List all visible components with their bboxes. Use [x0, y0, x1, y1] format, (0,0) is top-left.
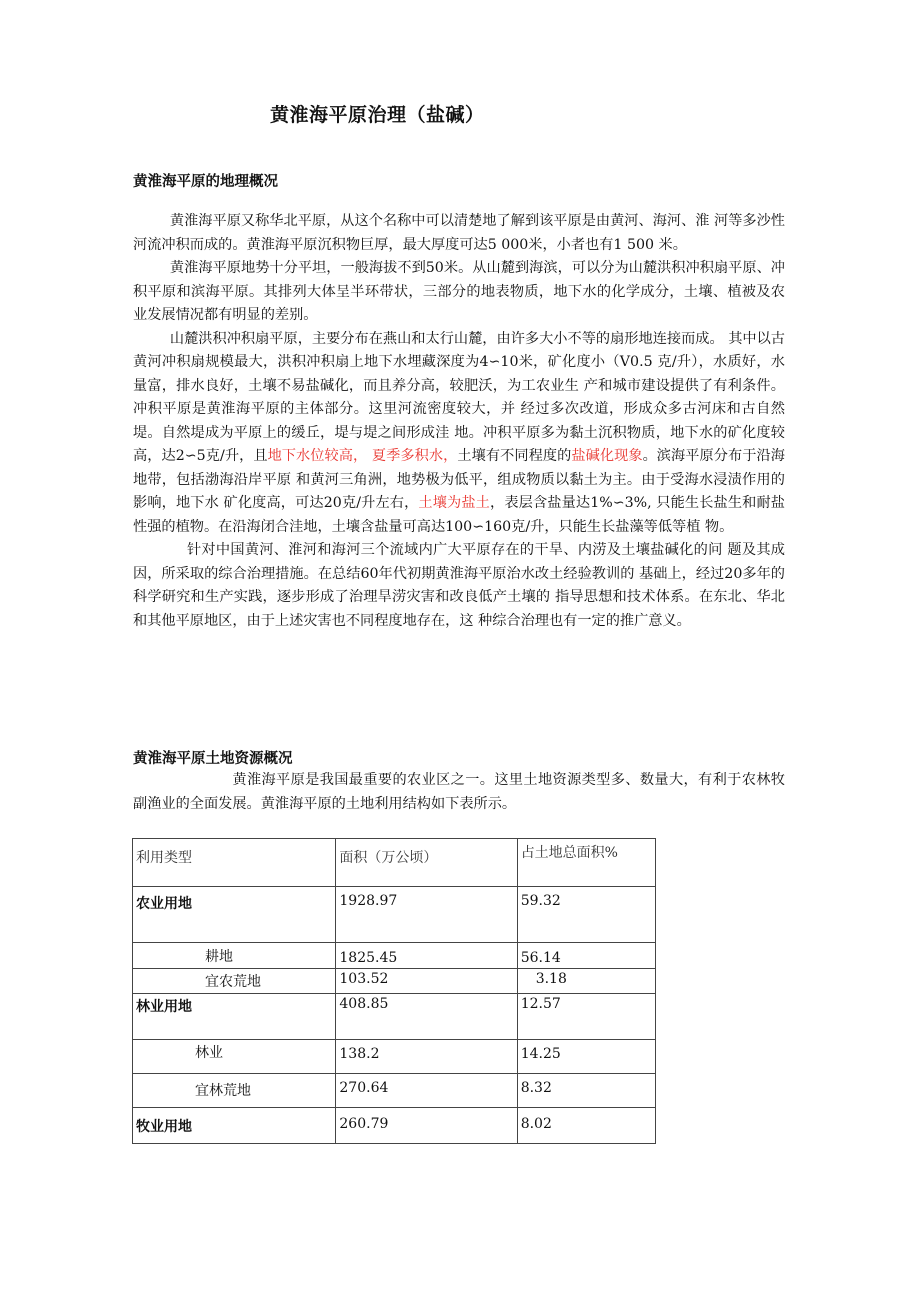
table-cell: 270.64: [336, 1074, 517, 1108]
land-use-table: [132, 838, 656, 1144]
table-cell: 59.32: [517, 887, 655, 943]
table-cell: 宜农荒地: [133, 969, 336, 994]
highlight-text: 地下水位较高， 夏季多积水，: [267, 448, 458, 464]
text-run: ，表层含盐量达1%∽3%, 只能生长盐生和耐盐 性强的植物。在沿海闭合洼地，土壤含盐量可高达100∽160克/升，只能生长盐藻等低等植 物。: [133, 495, 785, 535]
table-header-cell: 利用类型: [133, 839, 336, 887]
table-cell: 8.32: [517, 1074, 655, 1108]
table-cell: 3.18: [517, 969, 655, 994]
highlight-text: 土壤为盐土: [418, 495, 490, 511]
table-cell: 1825.45: [336, 943, 517, 969]
table-row: [133, 1108, 656, 1144]
table-cell: 260.79: [336, 1108, 517, 1144]
table-row: [133, 1074, 656, 1108]
table-cell: 宜林荒地: [133, 1074, 336, 1108]
table-cell: 138.2: [336, 1040, 517, 1074]
table-cell: 12.57: [517, 994, 655, 1040]
table-cell: 牧业用地: [133, 1108, 336, 1144]
table-cell: 103.52: [336, 969, 517, 994]
text-run: 土壤有不同程度的: [457, 448, 572, 464]
paragraph: 黄淮海平原又称华北平原，从这个名称中可以清楚地了解到该平原是由黄河、海河、淮 河等多沙性河流冲积而成的。黄淮海平原沉积物巨厚，最大厚度可达5 000米，小者也有1 500 米。: [133, 213, 785, 253]
table-header-cell: 面积（万公顷）: [336, 839, 517, 887]
table-header-row: [133, 839, 656, 887]
table-row: [133, 969, 656, 994]
table-cell: 耕地: [133, 943, 336, 969]
table-cell: 8.02: [517, 1108, 655, 1144]
text-run: 。滨海平原分布于沿海地带，包括渤海沿岸平原 和黄河三角洲，地势极为低平，组成物质以黏土为主。由于受海水浸渍作用的影响，地下水 矿化度高，可达20克/升左右，: [133, 448, 785, 511]
section-land-body: [133, 769, 785, 816]
table-header-cell: 占土地总面积%: [517, 839, 655, 887]
page-title: 黄淮海平原治理（盐碱）: [270, 104, 485, 126]
section-heading-geography: 黄淮海平原的地理概况: [133, 174, 278, 190]
table-row: [133, 887, 656, 943]
text-run: 山麓洪积冲积扇平原，主要分布在燕山和太行山麓，由许多大小不等的扇形地连接而成。 其中以古黄河冲积扇规模最大，洪积冲积扇上地下水埋藏深度为4∽10米，矿化度小（V0.5 克/升），水质好，水量富，排水良好，土壤不易盐碱化，而且养分高，较肥沃，为工农业生 产和城市建设提供了有利条件。冲积平原是黄淮海平原的主体部分。这里河流密度较大，并 经过多次改道，形成众多古河床和古自然堤。自然堤成为平原上的缓丘，堤与堤之间形成洼 地。冲积平原多为黏土沉积物质，地下水的矿化度较高，达2∽5克/升，且: [133, 330, 785, 464]
paragraph: [133, 328, 785, 540]
table-cell: 14.25: [517, 1040, 655, 1074]
table-cell: 林业用地: [133, 994, 336, 1040]
section-heading-land: 黄淮海平原土地资源概况: [133, 751, 293, 767]
table-row: [133, 994, 656, 1040]
paragraph: 黄淮海平原是我国最重要的农业区之一。这里土地资源类型多、数量大，有利于农林牧副渔业的全面发展。黄淮海平原的土地利用结构如下表所示。: [133, 772, 785, 812]
paragraph: 针对中国黄河、淮河和海河三个流域内广大平原存在的干旱、内涝及土壤盐碱化的问 题及其成因，所采取的综合治理措施。在总结60年代初期黄淮海平原治水改土经验教训的 基础上，经过20多年的科学研究和生产实践，逐步形成了治理旱涝灾害和改良低产土壤的 指导思想和技术体系。在东北、华北和其他平原地区，由于上述灾害也不同程度地存在，这 种综合治理也有一定的推广意义。: [133, 542, 785, 629]
highlight-text: 盐碱化现象: [571, 448, 643, 464]
table-row: [133, 943, 656, 969]
table-cell: 农业用地: [133, 887, 336, 943]
table-cell: 56.14: [517, 943, 655, 969]
table-cell: 408.85: [336, 994, 517, 1040]
paragraph: 黄淮海平原地势十分平坦，一般海拔不到50米。从山麓到海滨，可以分为山麓洪积冲积扇平原、冲积平原和滨海平原。其排列大体呈半环带状，三部分的地表物质，地下水的化学成分，土壤、植被及农业发展情况都有明显的差别。: [133, 260, 785, 323]
table-cell: 1928.97: [336, 887, 517, 943]
table-row: [133, 1040, 656, 1074]
section-geography-body: [133, 210, 785, 633]
table-cell: 林业: [133, 1040, 336, 1074]
